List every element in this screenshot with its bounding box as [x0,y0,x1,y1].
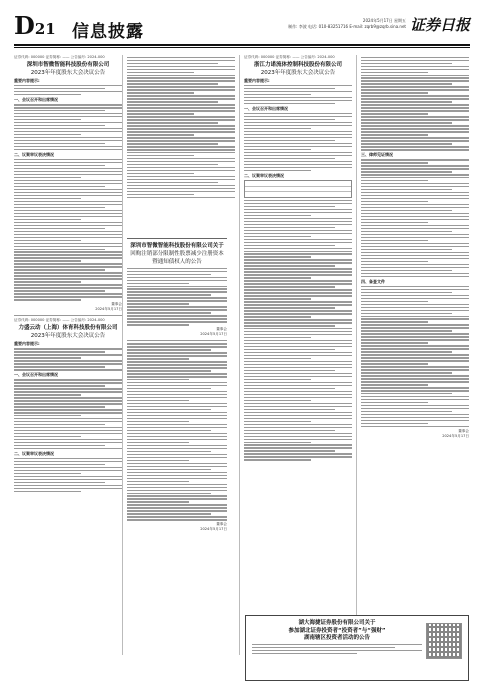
subhead: 二、议案审议表决情况 [14,151,54,157]
body-text-block [244,200,352,461]
ad-title-line: 参加湖北证券投资者“投资者”与“强财” [288,627,386,634]
notice-code-line: 证券代码: 000000 证券简称: —— 公告编号: 2024-000 [14,318,105,323]
notice-separator [14,315,122,316]
contact-line: 制作: 李波 电话: 010-83251716 E-mail: zqrb9@zqrb.sina.net [288,24,406,29]
body-text-block [127,268,227,326]
paper-logo: 证券日报 [409,16,470,34]
signature-date: 2024年5月17日 [200,332,227,337]
column-divider [122,55,123,655]
ad-text [252,620,422,656]
body-text-block [14,348,122,370]
notice-company: 浙江力诺流体控制科技股份有限公司 [253,62,342,68]
subhead: 四、备查文件 [361,278,385,284]
repurchase-notice [127,238,227,532]
date-line: 2024年5月17日 星期五 [362,18,406,23]
body-text-block [244,113,352,171]
subhead: 重要内容提示: [14,78,40,83]
subhead: 二、议案审议表决情况 [244,172,284,178]
body-text-block [14,85,122,95]
notice-code-line: 证券代码: 000000 证券简称: —— 公告编号: 2024-000 [14,55,105,59]
masthead-rule-thick [14,44,470,46]
notice-title: 2023年年度股东大会决议公告 [260,70,336,76]
notice-separator [127,340,227,341]
notice-title-line: 回购注销部分限制性股票减少注册资本 [130,251,224,257]
column-1 [14,55,122,695]
notice-company: 深圳市智微智能科技股份有限公司 [26,62,110,68]
notice-code-line: 证券代码: 000000 证券简称: —— 公告编号: 2024-000 [244,55,335,59]
signature-board: 董事会 [458,428,469,433]
body-text-block [14,379,122,449]
signature-date: 2024年5月17日 [95,307,122,312]
ad-title-line: 湖南辖区投资者活动的公告 [303,635,370,641]
subhead: 一、会议召开和出席情况 [14,372,58,378]
body-text-block [127,343,227,520]
notice-company: 深圳市智微智能科技股份有限公司关于 [130,243,224,249]
body-text-block [14,104,122,150]
column-4 [361,55,469,695]
notice-company: 力盛云动（上海）体育科技股份有限公司 [18,325,118,332]
subhead: 二、议案审议表决情况 [14,450,54,456]
signature-board: 董事会 [216,327,227,332]
subhead: 三、律师见证情况 [361,152,393,158]
signature-date: 2024年5月17日 [442,433,469,438]
signature-board: 董事会 [216,522,227,527]
column-divider [239,55,240,655]
subhead: 一、会议召开和出席情况 [14,97,58,103]
notice-title-line: 暨通知债权人的公告 [152,259,202,265]
column-divider [356,55,357,655]
notice-title: 2023年年度股东大会决议公告 [30,333,106,340]
masthead-rule-thin [14,47,470,48]
body-text-block [361,159,469,277]
body-text-block [14,458,122,492]
subhead: 重要内容提示: [244,78,270,83]
body-text-block [252,644,422,654]
column-3 [244,55,352,695]
notice-title: 2023年年度股东大会决议公告 [30,70,106,76]
body-text-block [361,286,469,428]
body-text-block [244,85,352,104]
investor-activity-notice [245,615,469,681]
qr-code-image [426,623,462,659]
vote-table [244,180,352,198]
signature-date: 2024年5月17日 [200,527,227,532]
section-title: 信息披露 [72,22,144,42]
masthead [14,11,470,48]
body-text-block [361,57,469,151]
signature-board: 董事会 [111,302,122,307]
subhead: 重要内容提示: [14,341,40,347]
page-code: D21 [14,11,56,40]
ad-company: 湖大海捷证券股份有限公司关于 [298,620,376,626]
body-text-block [127,57,235,199]
body-text-block [14,159,122,301]
subhead: 一、会议召开和出席情况 [244,105,288,111]
